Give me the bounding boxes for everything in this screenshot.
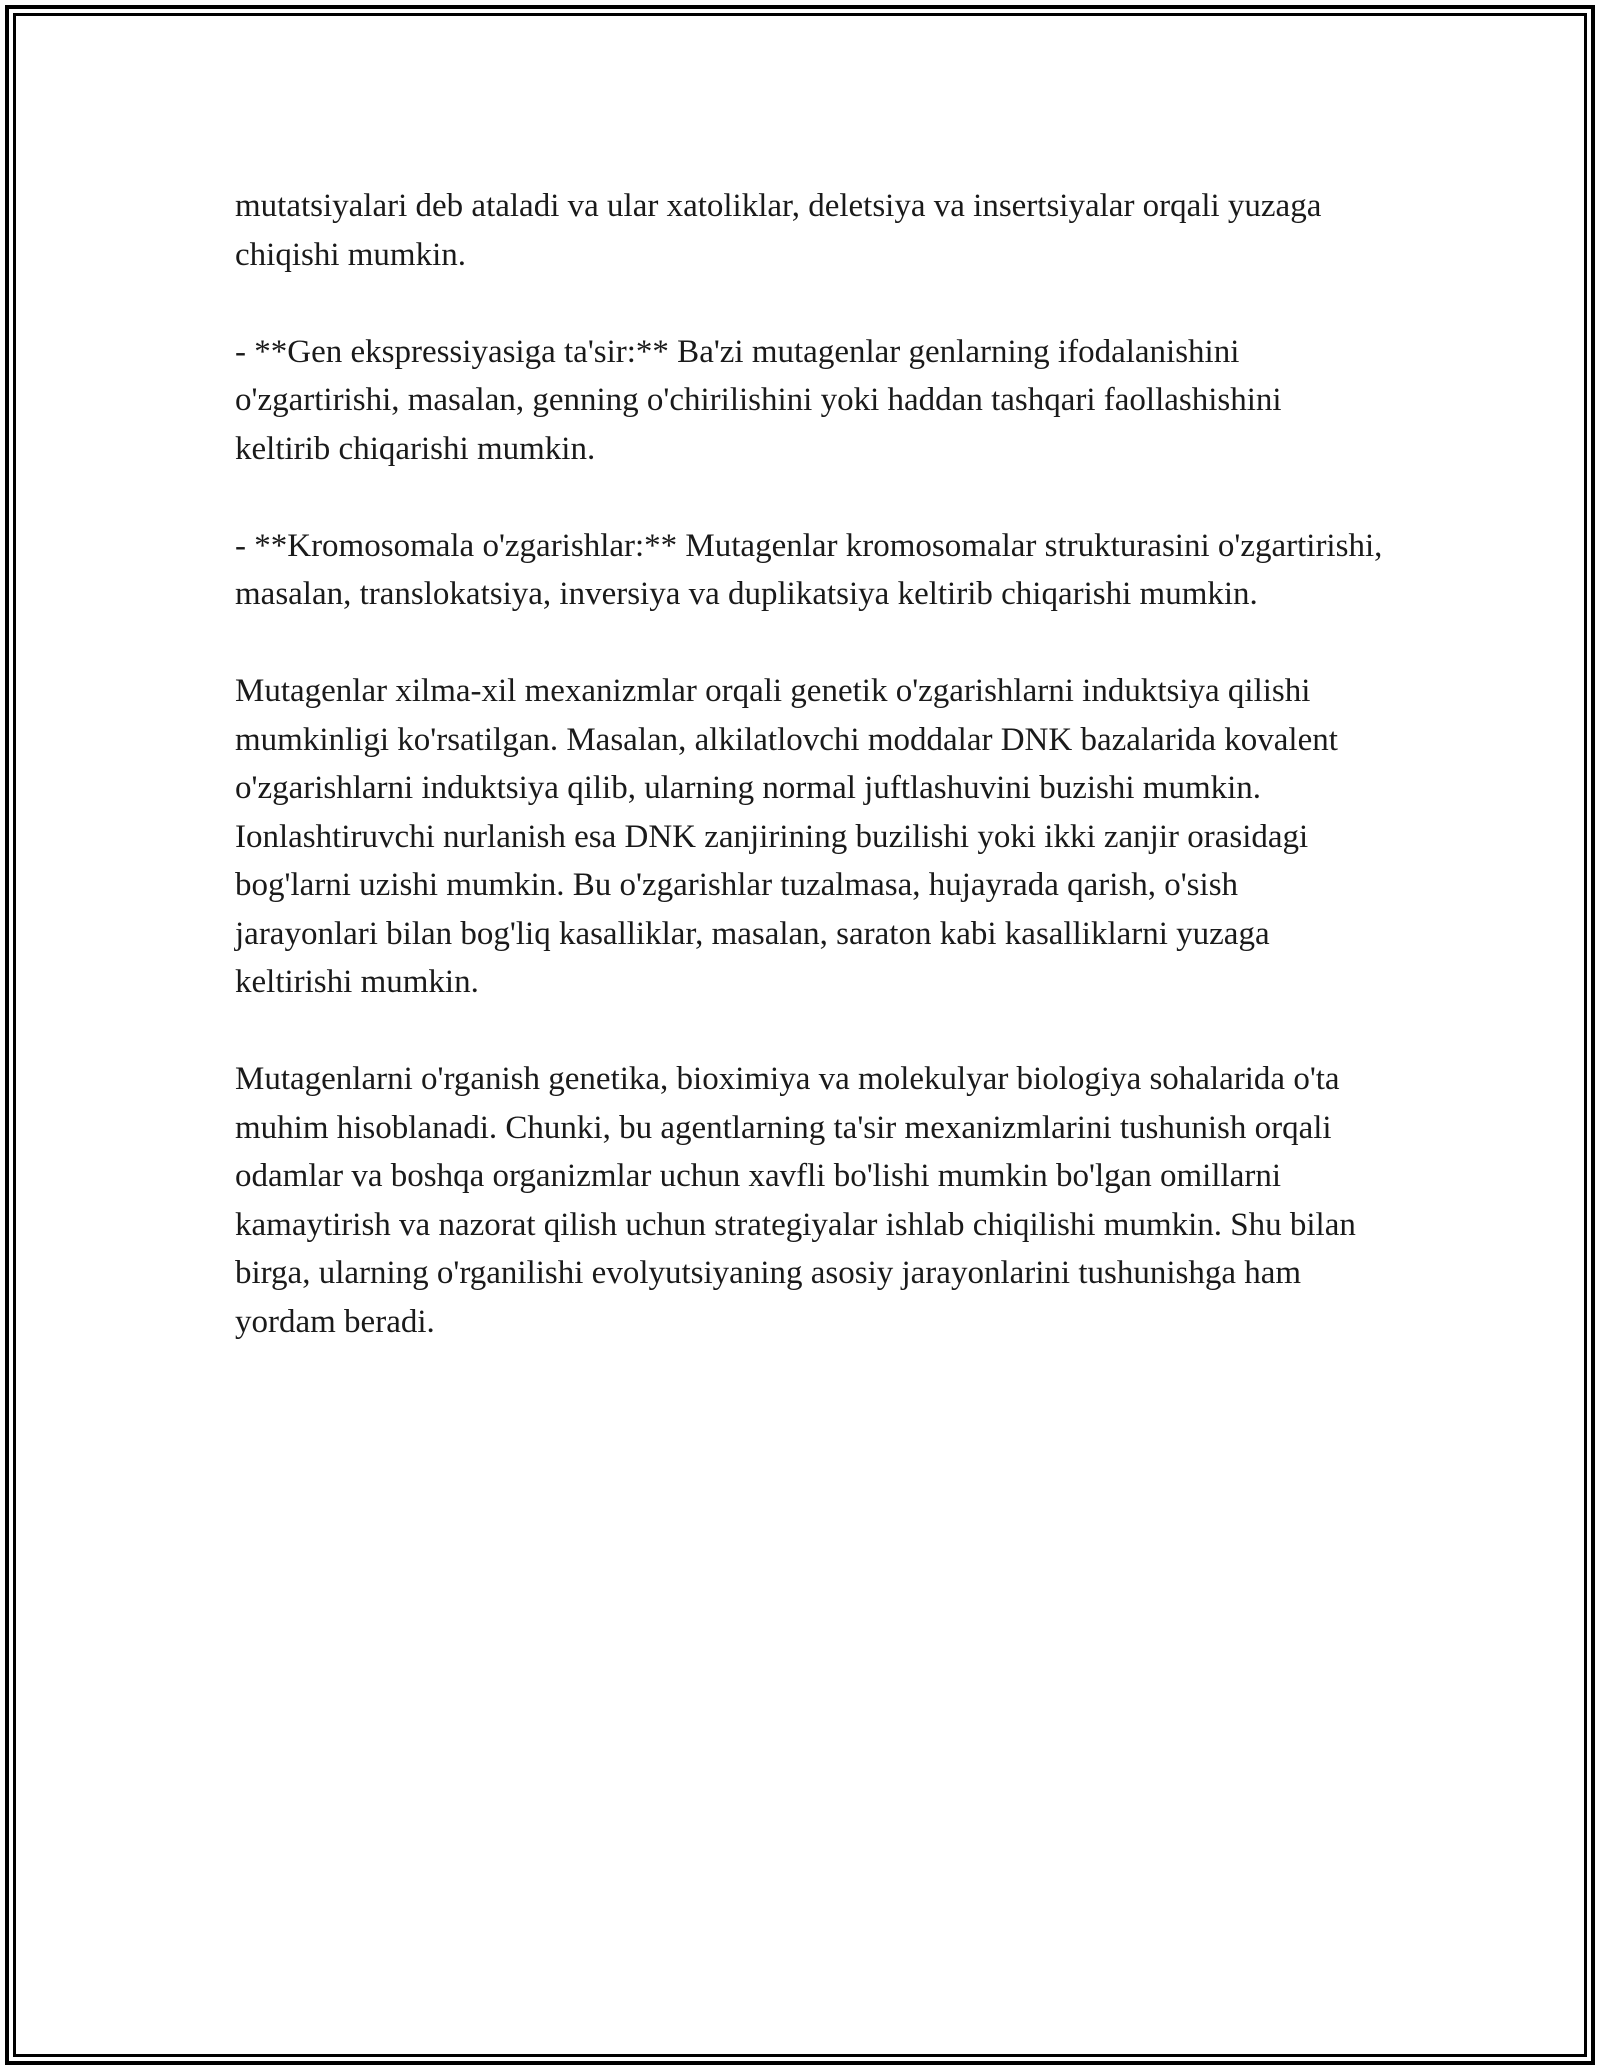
document-body [235,182,1385,1346]
paragraph-chromosome-changes: - **Kromosomala o'zgarishlar:** Mutagenlar kromosomalar strukturasini o'zgartirishi, masalan, translokatsiya, inversiya va duplikatsiya keltirib chiqarishi mumkin. [235,527,1383,612]
paragraph-mechanisms: Mutagenlar xilma-xil mexanizmlar orqali genetik o'zgarishlarni induktsiya qilishi mumkinligi ko'rsatilgan. Masalan, alkilatlovchi moddalar DNK bazalarida kovalent o'zgarishlarni induktsiya qilib, ularning normal juftlashuvini buzishi mumkin. Ionlashtiruvchi nurlanish esa DNK zanjirining buzilishi yoki ikki zanjir orasidagi bog'larni uzishi mumkin. Bu o'zgarishlar tuzalmasa, hujayrada qarish, o'sish jarayonlari bilan bog'liq kasalliklar, masalan, saraton kabi kasalliklarni yuzaga keltirishi mumkin. [235,673,1338,1000]
paragraph-mutation-types-end: mutatsiyalari deb ataladi va ular xatoliklar, deletsiya va insertsiyalar orqali yuzaga chiqishi mumkin. [235,188,1322,273]
paragraph-gene-expression: - **Gen ekspressiyasiga ta'sir:** Ba'zi mutagenlar genlarning ifodalanishini o'zgartirishi, masalan, genning o'chirilishini yoki haddan tashqari faollashishini keltirib chiqarishi mumkin. [235,333,1282,467]
paragraph-importance: Mutagenlarni o'rganish genetika, bioximiya va molekulyar biologiya sohalarida o'ta muhim hisoblanadi. Chunki, bu agentlarning ta'sir mexanizmlarini tushunish orqali odamlar va boshqa organizmlar uchun xavfli bo'lishi mumkin bo'lgan omillarni kamaytirish va nazorat qilish uchun strategiyalar ishlab chiqilishi mumkin. Shu bilan birga, ularning o'rganilishi evolyutsiyaning asosiy jarayonlarini tushunishga ham yordam beradi. [235,1061,1356,1340]
